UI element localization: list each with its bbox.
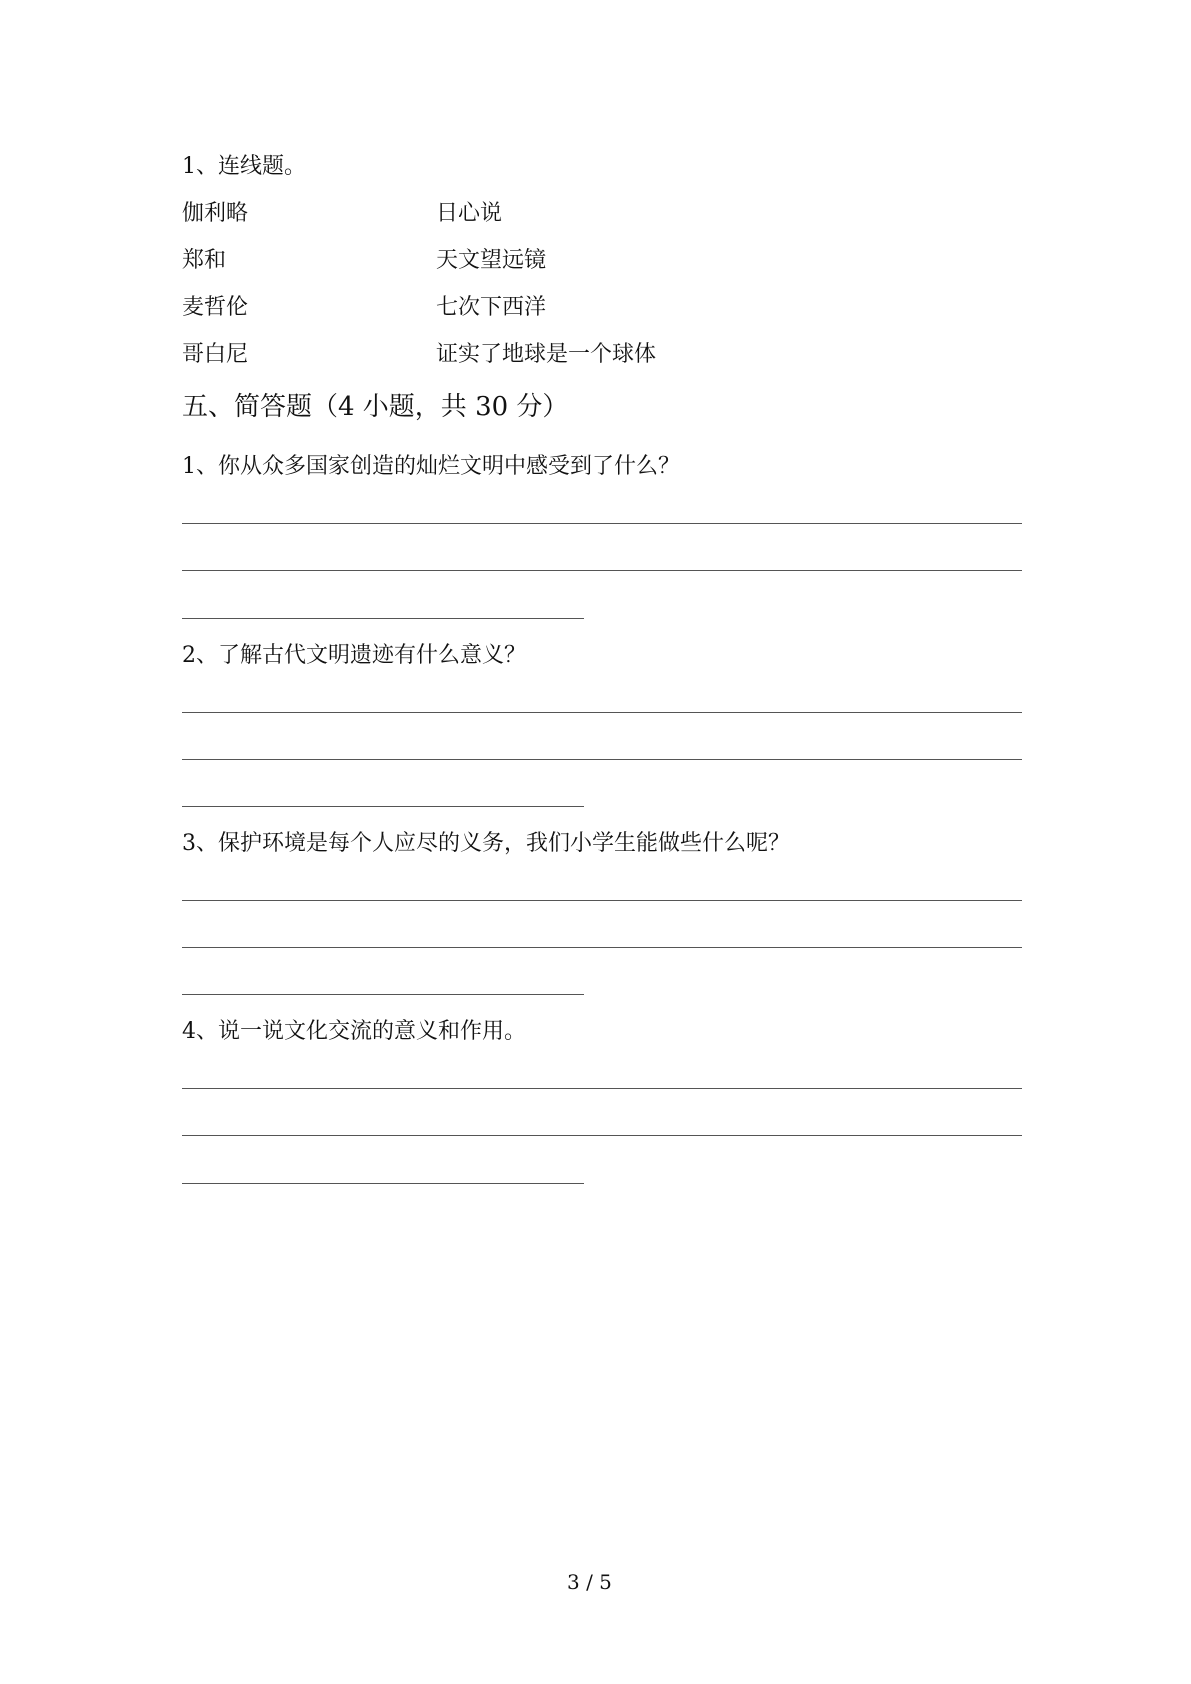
answer-line bbox=[182, 759, 1022, 760]
answer-line bbox=[182, 900, 1022, 901]
question-3: 3、保护环境是每个人应尽的义务，我们小学生能做些什么呢？ bbox=[182, 831, 790, 856]
matching-right-item-2: 天文望远镜 bbox=[436, 248, 547, 273]
question-4: 4、说一说文化交流的意义和作用。 bbox=[182, 1019, 526, 1044]
answer-line bbox=[182, 1135, 1022, 1136]
answer-line bbox=[182, 806, 584, 807]
answer-line bbox=[182, 712, 1022, 713]
answer-line bbox=[182, 947, 1022, 948]
answer-line bbox=[182, 1088, 1022, 1089]
matching-left-item-3: 麦哲伦 bbox=[182, 295, 249, 320]
page-number: 3 / 5 bbox=[567, 1570, 612, 1594]
matching-question-title: 1、连线题。 bbox=[182, 154, 306, 179]
answer-line bbox=[182, 618, 584, 619]
section-heading: 五、简答题（4 小题，共 30 分） bbox=[182, 392, 569, 422]
matching-left-item-2: 郑和 bbox=[182, 248, 227, 273]
question-1: 1、你从众多国家创造的灿烂文明中感受到了什么？ bbox=[182, 454, 680, 479]
matching-left-item-1: 伽利略 bbox=[182, 201, 249, 226]
matching-right-item-1: 日心说 bbox=[436, 201, 503, 226]
answer-line bbox=[182, 1183, 584, 1184]
matching-right-item-3: 七次下西洋 bbox=[436, 295, 547, 320]
answer-line bbox=[182, 570, 1022, 571]
matching-left-item-4: 哥白尼 bbox=[182, 342, 249, 367]
answer-line bbox=[182, 523, 1022, 524]
matching-right-item-4: 证实了地球是一个球体 bbox=[436, 342, 657, 367]
answer-line bbox=[182, 994, 584, 995]
question-2: 2、了解古代文明遗迹有什么意义？ bbox=[182, 643, 526, 668]
